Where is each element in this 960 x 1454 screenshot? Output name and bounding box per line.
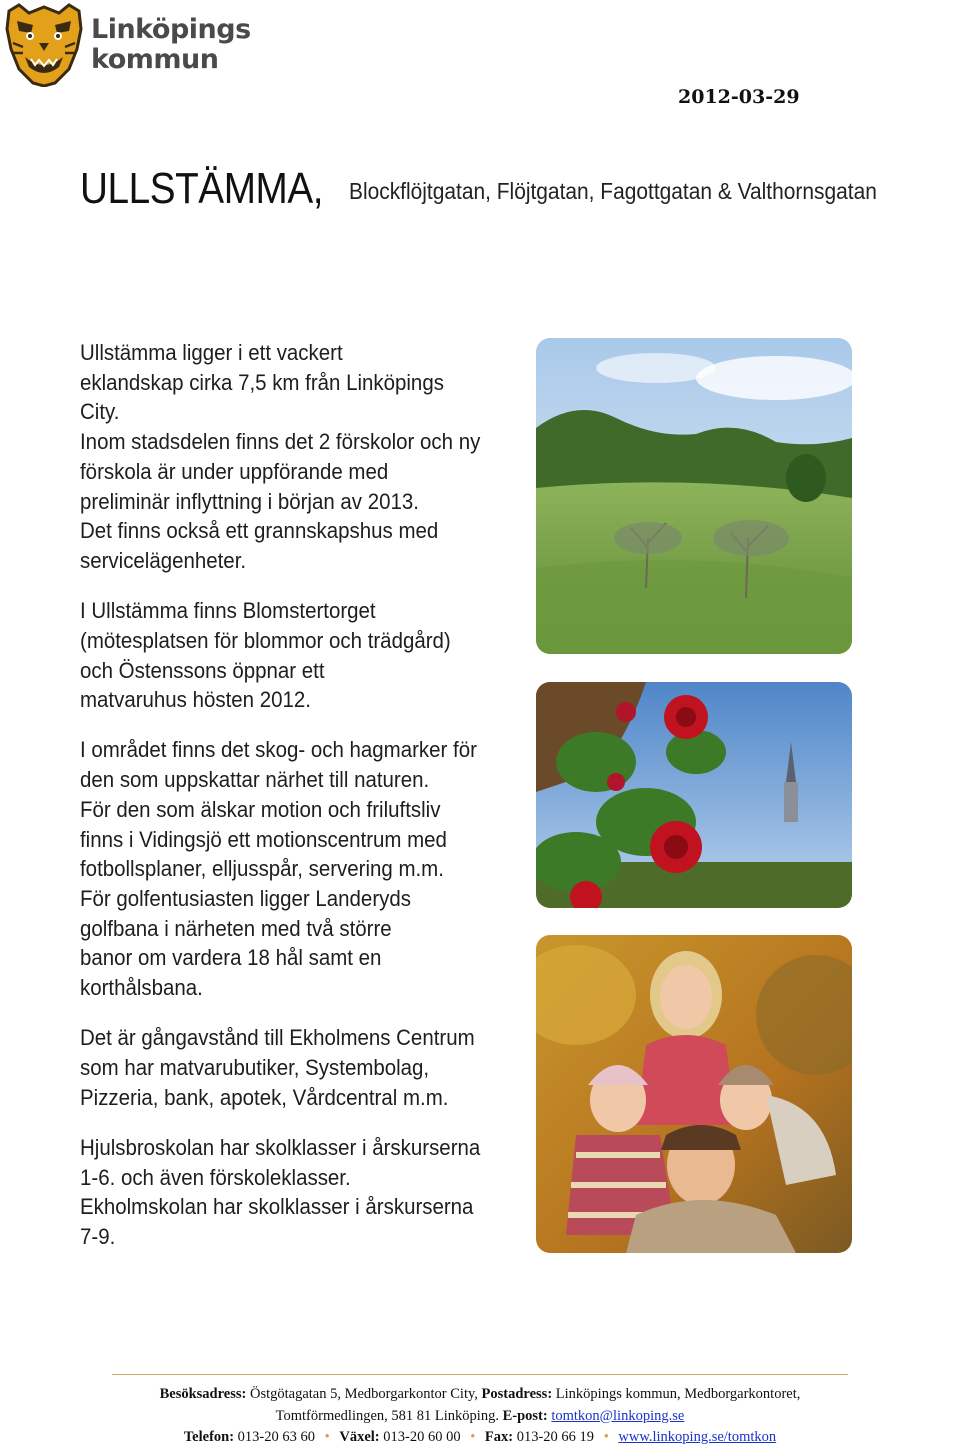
document-date: 2012-03-29 <box>678 86 800 108</box>
title-area-name: ULLSTÄMMA, <box>80 164 324 213</box>
website-link[interactable]: www.linkoping.se/tomtkon <box>618 1429 777 1445</box>
post-label: Postadress: <box>481 1386 553 1402</box>
linkoping-logo <box>3 3 253 87</box>
bullet-separator: • <box>603 1429 609 1445</box>
bullet-separator: • <box>470 1429 476 1445</box>
logo-line-2: kommun <box>91 44 219 75</box>
phone-label: Telefon: <box>183 1429 235 1445</box>
logo-wordmark <box>91 15 251 75</box>
visit-label: Besöksadress: <box>159 1386 247 1402</box>
paragraph-schools: Hjulsbroskolan har skolklasser i årskurserna 1-6. och även förskoleklasser. Ekholmskolan har skolklasser i årskurserna 7-9. <box>80 1134 481 1249</box>
visit-address: Östgötagatan 5, Medborgarkontor City, <box>249 1386 478 1402</box>
fax-label: Fax: <box>484 1429 514 1445</box>
lion-logo-icon <box>3 3 85 87</box>
page-title <box>80 164 877 214</box>
logo-line-1: Linköpings <box>91 14 251 45</box>
phone-number: 013-20 63 60 <box>237 1429 316 1445</box>
post-address-cont: Tomtförmedlingen, 581 81 Linköping. <box>275 1407 499 1424</box>
footer-divider <box>112 1374 848 1375</box>
email-link[interactable]: tomtkon@linkoping.se <box>551 1407 685 1424</box>
bullet-separator: • <box>324 1429 330 1445</box>
paragraph-blomstertorget: I Ullstämma finns Blomstertorget (mötesplatsen för blommor och trädgård) och Östenssons öppnar ett matvaruhus hösten 2012. <box>80 598 451 713</box>
footer-line-1 <box>0 1384 960 1406</box>
paragraph-nature: I området finns det skog- och hagmarker för den som uppskattar närhet till naturen. För den som älskar motion och friluftsliv finns i Vidingsjö ett motionscentrum med fotbollsplaner, elljusspår, servering m.m. För golfentusiasten ligger Landeryds golfbana i närheten med två större banor om vardera 18 hål samt en korthålsbana. <box>80 737 477 1001</box>
paragraph-centrum: Det är gångavstånd till Ekholmens Centrum som har matvarubutiker, Systembolag, Pizzeria, bank, apotek, Vårdcentral m.m. <box>80 1025 475 1110</box>
title-street-names: Blockflöjtgatan, Flöjtgatan, Fagottgatan & Valthornsgatan <box>349 178 877 204</box>
paragraph-intro: Ullstämma ligger i ett vackert eklandskap cirka 7,5 km från Linköpings City. Inom stadsdelen finns det 2 förskolor och ny förskola är under uppförande med preliminär inflyttning i början av 2013. Det finns också ett grannskapshus med servicelägenheter. <box>80 340 481 573</box>
contact-footer <box>0 1384 960 1449</box>
email-label: E-post: <box>502 1407 548 1424</box>
body-text <box>80 338 489 1272</box>
switch-label: Växel: <box>339 1429 380 1445</box>
photo-roses <box>536 682 852 908</box>
footer-line-2 <box>0 1406 960 1428</box>
post-address: Linköpings kommun, Medborgarkontoret, <box>555 1386 801 1402</box>
photo-meadow <box>536 338 852 654</box>
footer-line-3 <box>0 1427 960 1449</box>
switch-number: 013-20 60 00 <box>383 1429 461 1445</box>
photo-family <box>536 935 852 1253</box>
fax-number: 013-20 66 19 <box>516 1429 595 1445</box>
